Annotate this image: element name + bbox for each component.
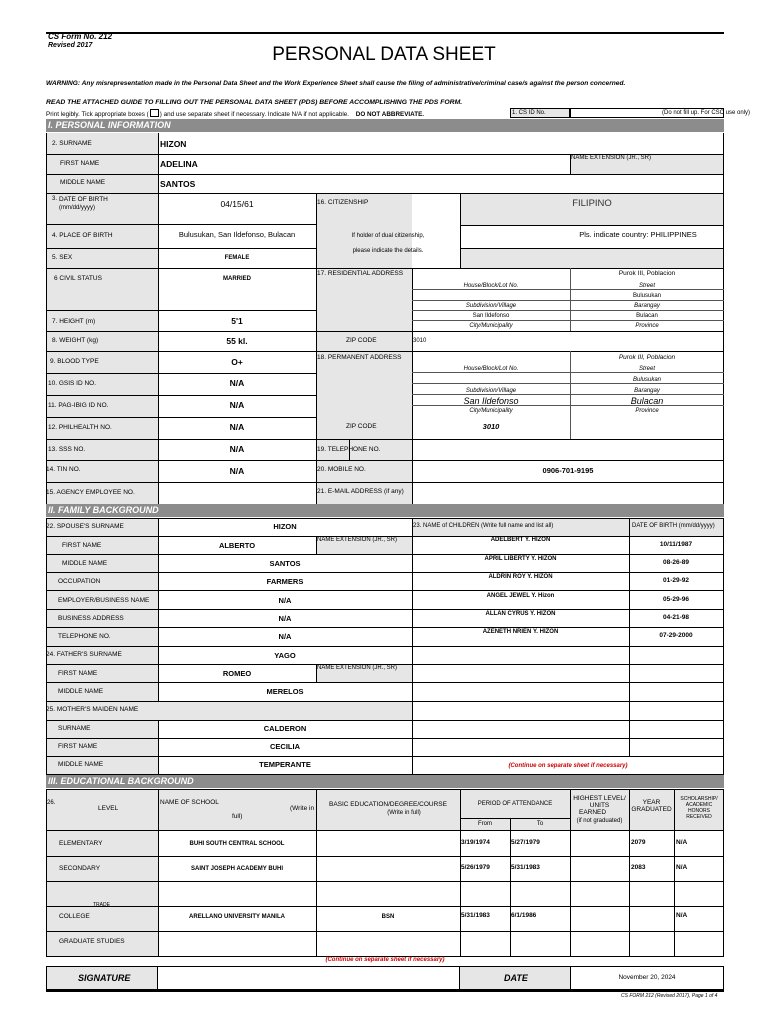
rule: [46, 738, 724, 739]
rule: [46, 572, 724, 573]
rule: [570, 351, 571, 439]
rule: [46, 331, 724, 332]
education-to[interactable]: 5/27/1979: [511, 839, 540, 846]
perm-house-caption: House/Block/Lot No.: [463, 366, 519, 372]
pob-label: 4. PLACE OF BIRTH: [52, 232, 113, 239]
dob-format: (mm/dd/yyyy): [59, 205, 95, 211]
surname-label: 2. SURNAME: [52, 140, 92, 147]
citizenship-value[interactable]: FILIPINO: [572, 198, 612, 209]
perm-street-caption: Street: [638, 366, 655, 372]
to-header: To: [536, 821, 544, 827]
house-caption: House/Block/Lot No.: [463, 283, 519, 289]
philhealth-label: 12. PHILHEALTH NO.: [48, 424, 112, 431]
rule: [46, 310, 316, 311]
rule: [46, 789, 724, 790]
education-level: GRADUATE STUDIES: [59, 938, 125, 945]
email-label: 21. E-MAIL ADDRESS (if any): [317, 488, 404, 495]
rule: [316, 194, 317, 504]
mobile-label: 20. MOBILE NO.: [317, 466, 366, 473]
rule: [46, 268, 724, 269]
philhealth-value[interactable]: N/A: [229, 422, 245, 432]
business-address-label: BUSINESS ADDRESS: [58, 615, 124, 622]
rule: [46, 554, 724, 555]
child-dob[interactable]: 04-21-98: [662, 614, 690, 621]
child-dob[interactable]: 07-29-2000: [659, 632, 693, 639]
education-honors[interactable]: N/A: [676, 864, 688, 871]
rule: [46, 609, 724, 610]
section-personal-information: I. PERSONAL INFORMATION: [46, 119, 724, 132]
dob-label: DATE OF BIRTH: [59, 196, 108, 203]
spouse-surname-value[interactable]: HIZON: [273, 522, 297, 531]
dob-number: 3.: [52, 196, 58, 202]
occupation-label: OCCUPATION: [58, 578, 101, 585]
rule: [158, 789, 159, 956]
read-guide-text: READ THE ATTACHED GUIDE TO FILLING OUT THE PERSONAL DATA SHEET (PDS) BEFORE ACCOMPLISHING THE PDS FORM.: [46, 99, 463, 106]
civil-status-label: 6 CIVIL STATUS: [54, 275, 102, 282]
surname-value[interactable]: HIZON: [160, 139, 187, 149]
mobile-value[interactable]: 0906-701-9195: [542, 466, 594, 475]
trade-label: TRADE: [93, 902, 110, 908]
perm-province-caption: Province: [635, 408, 659, 414]
first-name-value[interactable]: ADELINA: [160, 159, 198, 169]
graduated-header: GRADUATED: [631, 806, 672, 813]
dual-citizenship-note-1: If holder of dual citizenship,: [351, 233, 425, 239]
permanent-address-label: 18. PERMANENT ADDRESS: [317, 354, 402, 361]
course-header-2: (Write in full): [387, 810, 421, 816]
rule: [46, 224, 316, 225]
rule: [46, 439, 724, 440]
page-title: PERSONAL DATA SHEET: [272, 44, 496, 65]
city-caption: City/Municipality: [469, 323, 513, 329]
pagibig-value[interactable]: N/A: [229, 400, 245, 410]
not-graduated-header: (if not graduated): [576, 818, 623, 824]
child-name[interactable]: ANGEL JEWEL Y. Hizon: [486, 593, 555, 599]
child-dob[interactable]: 10/11/1987: [659, 541, 693, 548]
child-dob[interactable]: 01-29-92: [662, 577, 690, 584]
rule: [570, 789, 571, 956]
agency-employee-label: 15. AGENCY EMPLOYEE NO.: [46, 489, 135, 496]
education-school[interactable]: ARELLANO UNIVERSITY MANILA: [189, 914, 285, 920]
employer-value[interactable]: N/A: [278, 596, 292, 605]
academic-header: ACADEMIC: [685, 802, 713, 808]
form-number: CS Form No. 212: [48, 32, 113, 41]
father-surname-label: 24. FATHER'S SURNAME: [46, 651, 122, 658]
gsis-value[interactable]: N/A: [229, 378, 245, 388]
rule: [412, 300, 724, 301]
period-header: PERIOD OF ATTENDANCE: [477, 801, 553, 807]
rule: [46, 518, 47, 775]
rule: [629, 789, 630, 956]
rule: [46, 373, 316, 374]
rule: [46, 248, 316, 249]
middle-name-value[interactable]: SANTOS: [160, 179, 196, 189]
honors-header: HONORS: [688, 808, 710, 814]
rule: [412, 372, 724, 373]
rule: [46, 518, 724, 519]
rule: [46, 830, 724, 831]
education-level: ELEMENTARY: [59, 840, 103, 847]
warning-text: WARNING: Any misrepresentation made in the Personal Data Sheet and the Work Experience Sheet shall cause the filing of administrative/criminal case/s against the person concerned.: [46, 80, 626, 87]
residential-barangay[interactable]: Bulusukan: [632, 293, 662, 299]
school-name-header: NAME OF SCHOOL: [160, 799, 219, 806]
rule: [46, 682, 724, 683]
father-first-label: FIRST NAME: [58, 670, 98, 677]
spouse-surname-label: 22. SPOUSE'S SURNAME: [46, 523, 124, 530]
earned-header: EARNED: [579, 809, 607, 816]
name-extension-label: NAME EXTENSION (JR., SR): [571, 155, 652, 161]
permanent-barangay[interactable]: Bulusukan: [632, 377, 662, 383]
print-legibly-part1: Print legibly. Tick appropriate boxes (: [46, 111, 149, 118]
residential-city[interactable]: San Ildefonso: [472, 313, 510, 319]
rule: [46, 482, 724, 483]
education-from[interactable]: 5/26/1979: [461, 864, 490, 871]
rule: [46, 856, 724, 857]
first-name-label: FIRST NAME: [60, 160, 100, 167]
section-family-background: II. FAMILY BACKGROUND: [46, 504, 724, 517]
spouse-first-label: FIRST NAME: [62, 542, 102, 549]
rule: [46, 133, 47, 504]
education-year[interactable]: 2079: [631, 839, 646, 846]
date-label: DATE: [504, 973, 528, 983]
sex-value[interactable]: FEMALE: [224, 255, 250, 261]
weight-label: 8. WEIGHT (kg): [52, 337, 99, 344]
print-legibly-text: [46, 109, 424, 118]
child-name[interactable]: AZENETH NRIEN Y. HIZON: [482, 629, 559, 635]
mother-first-value[interactable]: CECILIA: [270, 742, 300, 751]
education-to[interactable]: 6/1/1986: [511, 912, 537, 919]
child-dob[interactable]: 05-29-96: [662, 596, 690, 603]
received-header: RECEIVED: [686, 814, 712, 820]
gsis-label: 10. GSIS ID NO.: [48, 380, 97, 387]
business-address-value[interactable]: N/A: [278, 614, 292, 623]
father-middle-label: MIDDLE NAME: [58, 688, 104, 695]
mother-surname-label: SURNAME: [58, 725, 91, 732]
rule: [46, 174, 724, 175]
child-name[interactable]: APRIL LIBERTY Y. HIZON: [484, 556, 557, 562]
citizenship-label-column: [316, 194, 412, 504]
dob-value[interactable]: 04/15/61: [220, 199, 254, 209]
rule: [46, 931, 724, 932]
education-continue-note: (Continue on separate sheet if necessary): [325, 957, 445, 963]
child-name[interactable]: ALDRIN ROY Y. HIZON: [488, 574, 553, 580]
permanent-zip-value[interactable]: 3010: [482, 422, 500, 431]
perm-subdivision-caption: Subdivision/Village: [465, 388, 517, 394]
rule: [412, 310, 724, 311]
units-header: UNITS: [589, 802, 610, 809]
mother-first-label: FIRST NAME: [58, 743, 98, 750]
from-header: From: [478, 821, 492, 827]
permanent-province[interactable]: Bulacan: [630, 396, 664, 406]
pob-value[interactable]: Bulusukan, San Ildefonso, Bulacan: [178, 230, 296, 239]
education-school[interactable]: SAINT JOSEPH ACADEMY BUHI: [190, 866, 283, 872]
year-header: YEAR: [642, 799, 661, 806]
sex-label: 5. SEX: [52, 254, 73, 261]
rule: [46, 646, 724, 647]
civil-status-value[interactable]: MARRIED: [223, 276, 251, 282]
spouse-telephone-value[interactable]: N/A: [278, 632, 292, 641]
page-footer: CS FORM 212 (Revised 2017), Page 1 of 4: [621, 993, 718, 999]
tin-label: 14. TIN NO.: [46, 466, 81, 473]
rule: [46, 701, 724, 702]
education-level: SECONDARY: [59, 865, 101, 872]
education-honors[interactable]: N/A: [676, 839, 688, 846]
father-first-value[interactable]: ROMEO: [222, 669, 252, 678]
residential-province[interactable]: Bulacan: [636, 313, 658, 319]
sss-value[interactable]: N/A: [229, 444, 245, 454]
highest-level-header: HIGHEST LEVEL/: [573, 795, 626, 802]
subdivision-caption: Subdivision/Village: [465, 303, 517, 309]
education-number: 26.: [47, 800, 56, 806]
spouse-ext-label: NAME EXTENSION (JR., SR): [317, 537, 398, 543]
employer-label: EMPLOYER/BUSINESS NAME: [58, 597, 150, 604]
education-from[interactable]: 5/31/1983: [461, 912, 490, 919]
permanent-city[interactable]: San Ildefonso: [463, 396, 519, 406]
rule: [46, 756, 724, 757]
permanent-house[interactable]: Purok III, Poblacion: [618, 354, 676, 361]
date-value[interactable]: November 20, 2024: [618, 974, 676, 981]
education-from[interactable]: 3/19/1974: [461, 839, 490, 846]
rule: [412, 320, 724, 321]
blood-type-label: 9. BLOOD TYPE: [50, 358, 99, 365]
signature-field[interactable]: [158, 966, 460, 990]
children-dob-label: DATE OF BIRTH (mm/dd/yyyy): [632, 523, 715, 529]
mother-middle-label: MIDDLE NAME: [58, 761, 104, 768]
permanent-zip-label: ZIP CODE: [346, 423, 377, 430]
children-label: 23. NAME of CHILDREN (Write full name and list all): [413, 523, 554, 529]
rule: [46, 720, 724, 721]
do-not-abbreviate: DO NOT ABBREVIATE.: [355, 111, 425, 118]
pagibig-label: 11. PAG-IBIG ID NO.: [48, 402, 109, 409]
perm-city-caption: City/Municipality: [469, 408, 513, 414]
rule: [46, 881, 724, 882]
school-name-header-3: full): [232, 813, 243, 820]
telephone-label: 19. TELEPHONE NO.: [317, 446, 381, 453]
education-school[interactable]: BUHI SOUTH CENTRAL SCHOOL: [189, 841, 285, 847]
occupation-value[interactable]: FARMERS: [266, 577, 304, 586]
spouse-first-value[interactable]: ALBERTO: [218, 541, 256, 550]
height-label: 7. HEIGHT (m): [52, 318, 96, 325]
country-value[interactable]: Pls. indicate country: PHILIPPINES: [579, 230, 697, 239]
education-course[interactable]: BSN: [381, 914, 395, 920]
signature-label: SIGNATURE: [78, 973, 131, 983]
child-name[interactable]: ADELBERT Y. HIZON: [490, 537, 551, 543]
rule: [412, 383, 724, 384]
dual-citizenship-note-2: please indicate the details.: [352, 248, 424, 254]
residential-zip-value[interactable]: 3010: [413, 338, 427, 344]
tick-box[interactable]: [150, 109, 159, 117]
rule: [460, 818, 570, 819]
rule: [723, 518, 724, 775]
rule: [46, 590, 724, 591]
rule: [46, 193, 724, 194]
scholarship-header: SCHOLARSHIP/: [680, 796, 718, 802]
cs-id-label: 1. CS ID No.: [512, 110, 546, 116]
child-name[interactable]: ALLAN CYRUS Y. HIZON: [485, 611, 556, 617]
province-caption: Province: [635, 323, 659, 329]
bottom-rule: [46, 990, 724, 992]
rule: [46, 627, 724, 628]
barangay-caption: Barangay: [634, 303, 660, 309]
rule: [46, 417, 316, 418]
education-to[interactable]: 5/31/1983: [511, 864, 540, 871]
father-surname-value[interactable]: YAGO: [274, 651, 296, 660]
cs-id-note: (Do not fill up. For CSC use only): [662, 110, 751, 116]
residential-zip-label: ZIP CODE: [346, 337, 377, 344]
blood-type-value[interactable]: O+: [231, 357, 243, 367]
spouse-middle-label: MIDDLE NAME: [62, 560, 108, 567]
child-dob[interactable]: 08-26-89: [662, 559, 690, 566]
education-level: COLLEGE: [59, 913, 90, 920]
perm-barangay-caption: Barangay: [634, 388, 660, 394]
rule: [412, 289, 724, 290]
rule: [46, 906, 724, 907]
citizenship-label: 16. CITIZENSHIP: [317, 199, 369, 206]
course-header: BASIC EDUCATION/DEGREE/COURSE: [329, 801, 447, 808]
section-educational-background: III. EDUCATIONAL BACKGROUND: [46, 775, 724, 788]
weight-value[interactable]: 55 kl.: [226, 336, 248, 346]
rule: [412, 394, 724, 395]
rule: [46, 789, 47, 956]
mother-maiden-label: 25. MOTHER'S MAIDEN NAME: [46, 706, 139, 713]
rule: [46, 395, 316, 396]
rule: [46, 351, 724, 352]
spouse-telephone-label: TELEPHONE NO.: [58, 633, 111, 640]
street-caption: Street: [638, 283, 655, 289]
school-name-header-2: (Write in: [290, 805, 315, 812]
education-level-header: LEVEL: [98, 805, 119, 812]
mother-middle-value[interactable]: TEMPERANTE: [259, 760, 311, 769]
rule: [46, 460, 724, 461]
mother-surname-value[interactable]: CALDERON: [263, 724, 307, 733]
height-value[interactable]: 5'1: [231, 316, 243, 326]
father-middle-value[interactable]: MERELOS: [266, 687, 304, 696]
father-ext-label: NAME EXTENSION (JR., SR): [317, 665, 398, 671]
revised-label: Revised 2017: [48, 42, 93, 49]
residential-house[interactable]: Purok III, Poblacion: [618, 270, 676, 277]
tin-value[interactable]: N/A: [229, 466, 245, 476]
residential-address-label: 17. RESIDENTIAL ADDRESS: [317, 270, 404, 277]
education-honors[interactable]: N/A: [676, 912, 688, 919]
spouse-middle-value[interactable]: SANTOS: [269, 559, 301, 568]
sss-label: 13. SSS NO.: [48, 446, 86, 453]
top-border: [46, 32, 724, 34]
education-year[interactable]: 2083: [631, 864, 646, 871]
print-legibly-part2: ) and use separate sheet if necessary. Indicate N/A if not applicable.: [159, 111, 350, 118]
middle-name-label: MIDDLE NAME: [60, 179, 106, 186]
family-continue-note: (Continue on separate sheet if necessary): [508, 763, 628, 769]
